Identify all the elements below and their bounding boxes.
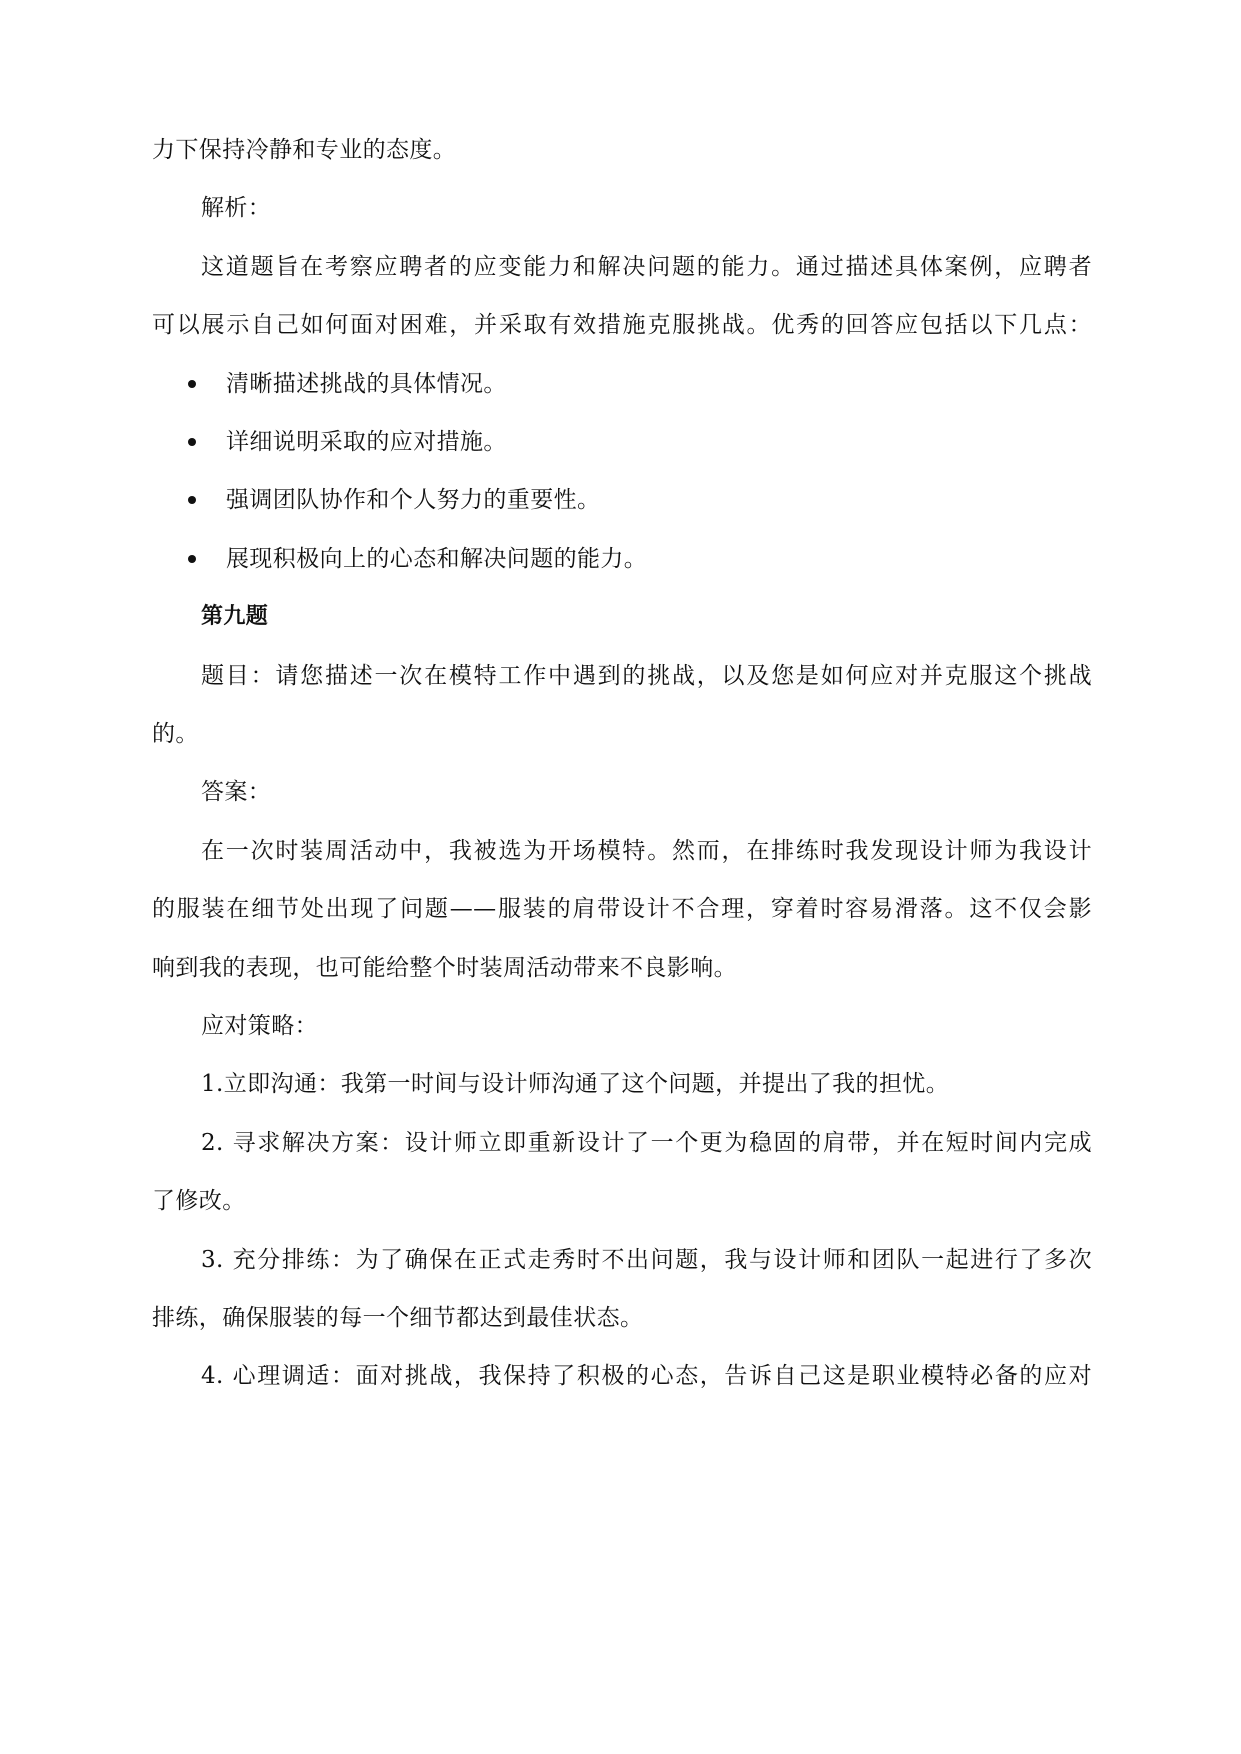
answer-text-line: 响到我的表现，也可能给整个时装周活动带来不良影响。 <box>152 955 737 981</box>
paragraph-line: 力下保持冷静和专业的态度。 <box>152 137 457 163</box>
strategy-item: 4. 心理调适：面对挑战，我保持了积极的心态，告诉自己这是职业模特必备的应对 <box>201 1363 1092 1389</box>
strategy-label: 应对策略： <box>201 1013 318 1039</box>
question-text-line: 的。 <box>152 721 199 747</box>
bullet-dot-icon <box>188 438 196 446</box>
strategy-item: 3. 充分排练：为了确保在正式走秀时不出问题，我与设计师和团队一起进行了多次 <box>201 1247 1092 1273</box>
analysis-text-line: 可以展示自己如何面对困难，并采取有效措施克服挑战。优秀的回答应包括以下几点： <box>152 312 1092 338</box>
strategy-item: 1.立即沟通：我第一时间与设计师沟通了这个问题，并提出了我的担忧。 <box>201 1071 950 1097</box>
bullet-text: 详细说明采取的应对措施。 <box>226 429 507 455</box>
bullet-dot-icon <box>188 555 196 563</box>
question-text-line: 题目：请您描述一次在模特工作中遇到的挑战，以及您是如何应对并克服这个挑战 <box>201 663 1092 689</box>
bullet-dot-icon <box>188 496 196 504</box>
analysis-text-line: 这道题旨在考察应聘者的应变能力和解决问题的能力。通过描述具体案例，应聘者 <box>201 254 1092 280</box>
section-title: 第九题 <box>201 604 269 629</box>
answer-label: 答案： <box>201 779 272 805</box>
strategy-item-continued: 排练，确保服装的每一个细节都达到最佳状态。 <box>152 1305 644 1331</box>
answer-text-line: 在一次时装周活动中，我被选为开场模特。然而，在排练时我发现设计师为我设计 <box>201 838 1092 864</box>
bullet-text: 展现积极向上的心态和解决问题的能力。 <box>226 546 648 572</box>
analysis-label: 解析： <box>201 195 272 221</box>
bullet-text: 清晰描述挑战的具体情况。 <box>226 371 507 397</box>
answer-text-line: 的服装在细节处出现了问题——服装的肩带设计不合理，穿着时容易滑落。这不仅会影 <box>152 896 1092 922</box>
bullet-dot-icon <box>188 380 196 388</box>
strategy-item-continued: 了修改。 <box>152 1188 246 1214</box>
strategy-item: 2. 寻求解决方案：设计师立即重新设计了一个更为稳固的肩带，并在短时间内完成 <box>201 1130 1092 1156</box>
bullet-text: 强调团队协作和个人努力的重要性。 <box>226 487 601 513</box>
